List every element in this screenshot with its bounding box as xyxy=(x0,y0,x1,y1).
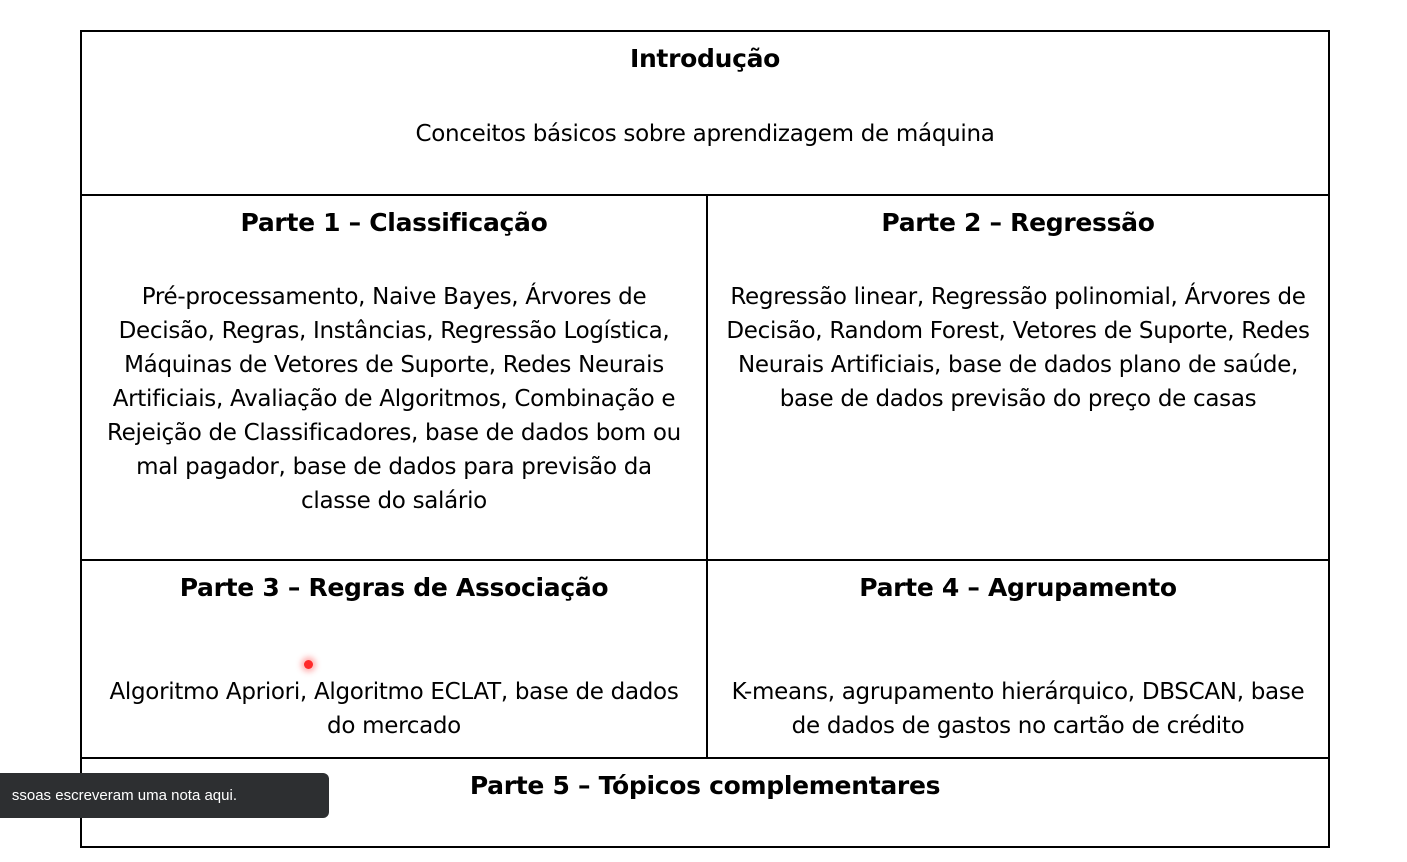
part-1-description: Pré-processamento, Naive Bayes, Árvores de Decisão, Regras, Instâncias, Regressão Logística, Máquinas de Vetores de Suporte, Redes Neurais Artificiais, Avaliação de Algoritmos, Combinação e Rejeição de Classificadores, base de dados bom ou mal pagador, base de dados para previsão da classe do salário xyxy=(107,284,681,514)
intro-description: Conceitos básicos sobre aprendizagem de máquina xyxy=(415,121,995,147)
part-5-title: Parte 5 – Tópicos complementares xyxy=(469,771,941,800)
part-2-description: Regressão linear, Regressão polinomial, Árvores de Decisão, Random Forest, Vetores de Suporte, Redes Neurais Artificiais, base de dados plano de saúde, base de dados previsão do preço de casas xyxy=(726,284,1310,412)
mouse-pointer-indicator xyxy=(304,660,313,669)
part-3-description: Algoritmo Apriori, Algoritmo ECLAT, base de dados do mercado xyxy=(109,679,679,739)
intro-section xyxy=(82,32,1328,194)
part-4-title: Parte 4 – Agrupamento xyxy=(859,573,1177,602)
notes-toast[interactable] xyxy=(0,773,329,818)
course-outline-slide xyxy=(80,30,1330,848)
part-2-title: Parte 2 – Regressão xyxy=(881,208,1155,237)
intro-title: Introdução xyxy=(629,44,781,73)
part-2-section xyxy=(708,196,1328,559)
part-4-section xyxy=(708,561,1328,757)
part-4-description: K-means, agrupamento hierárquico, DBSCAN, base de dados de gastos no cartão de crédito xyxy=(731,679,1305,739)
notes-toast-text: ssoas escreveram uma nota aqui. xyxy=(11,787,237,804)
part-1-section xyxy=(82,196,706,559)
part-1-title: Parte 1 – Classificação xyxy=(240,208,548,237)
part-3-section xyxy=(82,561,706,757)
part-3-title: Parte 3 – Regras de Associação xyxy=(179,573,609,602)
